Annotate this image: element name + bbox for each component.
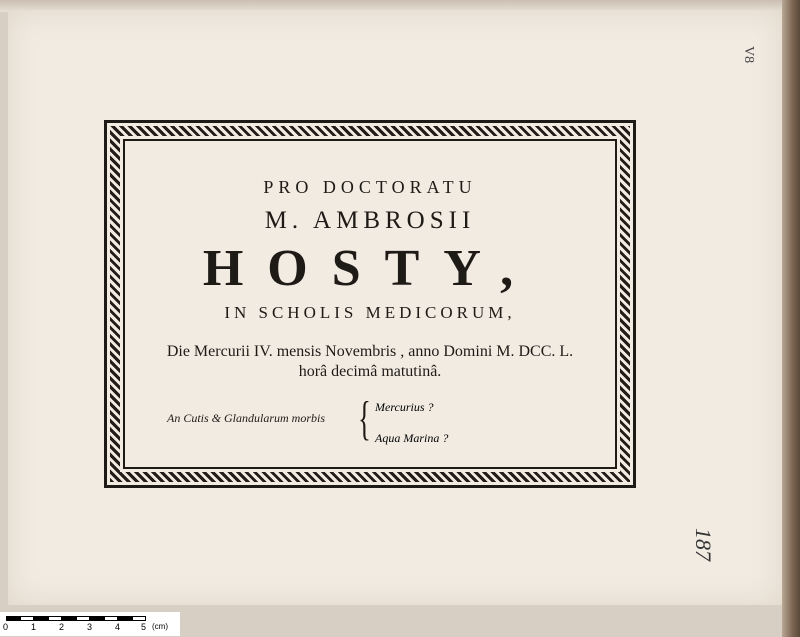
ruler-segment (90, 616, 104, 621)
ruler-unit: (cm) (152, 622, 168, 631)
thesis-option-1: Mercurius ? (375, 400, 434, 414)
time-line: horâ decimâ matutinâ. (298, 363, 442, 380)
folio-number: 187 (691, 528, 716, 561)
date-line: Die Mercurii IV. mensis Novembris , anno Domini M. DCC. L. (166, 343, 574, 360)
ruler-number: 2 (59, 622, 65, 632)
ruler-segment (20, 616, 34, 621)
ruler-bar (6, 616, 146, 621)
ruler-segment (132, 616, 146, 621)
ruler-segment (34, 616, 48, 621)
heading-pro-doctoratu: PRO DOCTORATU (263, 177, 477, 197)
thesis-question: An Cutis & Glandularum morbis (167, 411, 326, 425)
candidate-first-name: M. AMBROSII (264, 207, 476, 234)
ruler-segment (104, 616, 118, 621)
ruler-number: 1 (31, 622, 37, 632)
ruler-number: 5 (141, 622, 147, 632)
brace-glyph: { (358, 392, 371, 445)
thesis-option-2: Aqua Marina ? (375, 431, 449, 445)
ruler-number: 3 (87, 622, 93, 632)
decorative-frame (104, 120, 636, 488)
ruler-segment (6, 616, 20, 621)
ruler-segment (62, 616, 76, 621)
ruler-segment (48, 616, 62, 621)
book-spine (782, 0, 800, 637)
ruler-segment (76, 616, 90, 621)
shelfmark-annotation: V8 (741, 46, 756, 64)
institution-line: IN SCHOLIS MEDICORUM, (224, 303, 516, 322)
ruler-segment (118, 616, 132, 621)
ruler-number: 4 (115, 622, 121, 632)
ruler-number: 0 (3, 622, 9, 632)
candidate-surname: HOSTY, (202, 240, 538, 297)
scale-ruler (0, 612, 180, 636)
